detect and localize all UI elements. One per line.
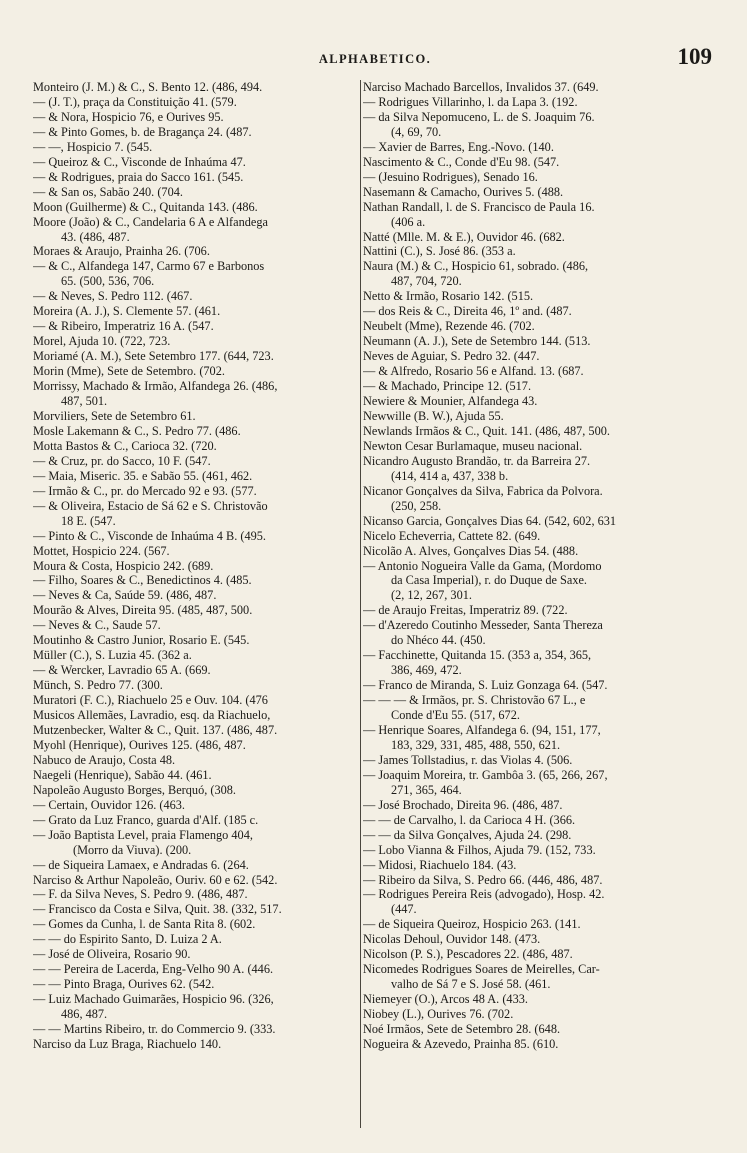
- directory-entry: Noé Irmãos, Sete de Setembro 28. (648.: [363, 1022, 561, 1037]
- directory-entry: Moraes & Araujo, Prainha 26. (706.: [33, 244, 210, 259]
- directory-entry: — Joaquim Moreira, tr. Gambôa 3. (65, 266, 267,: [363, 767, 608, 782]
- directory-entry: Naegeli (Henrique), Sabão 44. (461.: [33, 767, 212, 782]
- directory-entry: (Morro da Viuva). (200.: [73, 842, 192, 857]
- directory-entry: — Neves & Ca, Saúde 59. (486, 487.: [33, 588, 217, 603]
- directory-entry: (406 a.: [391, 214, 426, 229]
- directory-entry: — Henrique Soares, Alfandega 6. (94, 151, 177,: [363, 722, 601, 737]
- directory-entry: Nasemann & Camacho, Ourives 5. (488.: [363, 184, 564, 199]
- directory-entry: — F. da Silva Neves, S. Pedro 9. (486, 487.: [33, 887, 248, 902]
- directory-entry: — — do Espirito Santo, D. Luiza 2 A.: [33, 932, 222, 947]
- directory-entry: Nattini (C.), S. José 86. (353 a.: [363, 244, 516, 259]
- directory-entry: — Filho, Soares & C., Benedictinos 4. (485.: [33, 573, 252, 588]
- directory-entry: — Antonio Nogueira Valle da Gama, (Mordomo: [363, 558, 602, 573]
- directory-entry: 271, 365, 464.: [391, 782, 462, 797]
- column-divider: [360, 80, 361, 1128]
- directory-entry: Netto & Irmão, Rosario 142. (515.: [363, 289, 534, 304]
- directory-entry: Nicelo Echeverria, Cattete 82. (649.: [363, 528, 541, 543]
- directory-entry: — Irmão & C., pr. do Mercado 92 e 93. (577.: [33, 483, 257, 498]
- directory-entry: Münch, S. Pedro 77. (300.: [33, 678, 163, 693]
- directory-entry: Musicos Allemães, Lavradio, esq. da Riachuelo,: [33, 708, 271, 723]
- directory-entry: Nicanor Gonçalves da Silva, Fabrica da Polvora.: [363, 483, 603, 498]
- directory-entry: (2, 12, 267, 301.: [391, 588, 472, 603]
- directory-entry: — Maia, Miseric. 35. e Sabão 55. (461, 462.: [33, 468, 253, 483]
- directory-entry: — & San os, Sabão 240. (704.: [33, 184, 183, 199]
- directory-entry: Natté (Mlle. M. & E.), Ouvidor 46. (682.: [363, 229, 565, 244]
- directory-entry: Muratori (F. C.), Riachuelo 25 e Ouv. 104. (476: [33, 693, 268, 708]
- directory-entry: Moreira (A. J.), S. Clemente 57. (461.: [33, 304, 221, 319]
- directory-entry: — Certain, Ouvidor 126. (463.: [33, 797, 185, 812]
- left-column: [33, 80, 359, 1140]
- directory-entry: Nicolson (P. S.), Pescadores 22. (486, 487.: [363, 947, 573, 962]
- directory-entry: — José Brochado, Direita 96. (486, 487.: [363, 797, 563, 812]
- directory-entry: — Pinto & C., Visconde de Inhaúma 4 B. (495.: [33, 528, 266, 543]
- directory-entry: — & Wercker, Lavradio 65 A. (669.: [33, 663, 211, 678]
- directory-entry: Narciso da Luz Braga, Riachuelo 140.: [33, 1037, 222, 1051]
- directory-entry: da Casa Imperial), r. do Duque de Saxe.: [391, 573, 588, 588]
- directory-entry: — de Araujo Freitas, Imperatriz 89. (722.: [363, 603, 568, 618]
- directory-entry: Conde d'Eu 55. (517, 672.: [391, 708, 520, 723]
- directory-entry: 183, 329, 331, 485, 488, 550, 621.: [391, 737, 561, 752]
- directory-entry: Newwille (B. W.), Ajuda 55.: [363, 408, 504, 423]
- directory-entry: — Queiroz & C., Visconde de Inhaúma 47.: [33, 154, 246, 169]
- directory-entry: Neubelt (Mme), Rezende 46. (702.: [363, 319, 535, 334]
- directory-entry: — & Ribeiro, Imperatriz 16 A. (547.: [33, 319, 214, 334]
- directory-entry: Morrissy, Machado & Irmão, Alfandega 26. (486,: [33, 379, 278, 394]
- directory-entry: — Lobo Vianna & Filhos, Ajuda 79. (152, 733.: [363, 842, 596, 857]
- directory-entry: Moriamé (A. M.), Sete Setembro 177. (644, 723.: [33, 349, 274, 364]
- directory-entry: — Neves & C., Saude 57.: [33, 618, 161, 633]
- directory-entry: 65. (500, 536, 706.: [61, 274, 155, 289]
- directory-entry: Müller (C.), S. Luzia 45. (362 a.: [33, 648, 192, 663]
- directory-entry: — & Nora, Hospicio 76, e Ourives 95.: [33, 109, 224, 124]
- directory-entry: — & Oliveira, Estacio de Sá 62 e S. Christovão: [33, 498, 268, 513]
- directory-entry: — — Pereira de Lacerda, Eng-Velho 90 A. (446.: [33, 962, 274, 977]
- directory-entry: Naura (M.) & C., Hospicio 61, sobrado. (486,: [363, 259, 589, 274]
- directory-entry: — d'Azeredo Coutinho Messeder, Santa Thereza: [363, 618, 603, 633]
- directory-entry: — — da Silva Gonçalves, Ajuda 24. (298.: [363, 827, 572, 842]
- directory-columns: [33, 80, 723, 1140]
- directory-entry: — Luiz Machado Guimarães, Hospicio 96. (326,: [33, 992, 274, 1007]
- directory-entry: Nascimento & C., Conde d'Eu 98. (547.: [363, 154, 560, 169]
- directory-entry: Moon (Guilherme) & C., Quitanda 143. (486.: [33, 199, 258, 214]
- directory-entry: — Rodrigues Villarinho, l. da Lapa 3. (192.: [363, 94, 578, 109]
- directory-entry: Niobey (L.), Ourives 76. (702.: [363, 1007, 514, 1022]
- directory-entry: Monteiro (J. M.) & C., S. Bento 12. (486, 494.: [33, 80, 263, 94]
- directory-entry: Neumann (A. J.), Sete de Setembro 144. (513.: [363, 334, 591, 349]
- directory-entry: valho de Sá 7 e S. José 58. (461.: [391, 977, 551, 992]
- directory-entry: Moura & Costa, Hospicio 242. (689.: [33, 558, 214, 573]
- directory-entry: 487, 501.: [61, 394, 108, 409]
- directory-entry: Nicanso Garcia, Gonçalves Dias 64. (542, 602, 631: [363, 513, 617, 528]
- directory-entry: Niemeyer (O.), Arcos 48 A. (433.: [363, 992, 528, 1007]
- directory-entry: Mosle Lakemann & C., S. Pedro 77. (486.: [33, 423, 241, 438]
- directory-entry: — — Pinto Braga, Ourives 62. (542.: [33, 977, 215, 992]
- directory-entry: — & Machado, Principe 12. (517.: [363, 379, 532, 394]
- directory-entry: Motta Bastos & C., Carioca 32. (720.: [33, 438, 217, 453]
- directory-entry: — Midosi, Riachuelo 184. (43.: [363, 857, 517, 872]
- directory-entry: Moutinho & Castro Junior, Rosario E. (545.: [33, 633, 250, 648]
- directory-entry: — Grato da Luz Franco, guarda d'Alf. (185 c.: [33, 812, 259, 827]
- directory-entry: — & Cruz, pr. do Sacco, 10 F. (547.: [33, 453, 211, 468]
- directory-entry: — & Pinto Gomes, b. de Bragança 24. (487.: [33, 124, 252, 139]
- directory-entry: — João Baptista Level, praia Flamengo 404,: [33, 827, 253, 842]
- directory-entry: Nicolas Dehoul, Ouvidor 148. (473.: [363, 932, 541, 947]
- directory-entry: 487, 704, 720.: [391, 274, 462, 289]
- directory-entry: — — Martins Ribeiro, tr. do Commercio 9. (333.: [33, 1022, 276, 1037]
- directory-entry: Nicandro Augusto Brandão, tr. da Barreira 27.: [363, 453, 591, 468]
- directory-entry: — Facchinette, Quitanda 15. (353 a, 354, 365,: [363, 648, 592, 663]
- directory-entry: — — de Carvalho, l. da Carioca 4 H. (366.: [363, 812, 576, 827]
- directory-entry: — & C., Alfandega 147, Carmo 67 e Barbonos: [33, 259, 265, 274]
- directory-entry: Nathan Randall, l. de S. Francisco de Paula 16.: [363, 199, 595, 214]
- page-number: 109: [677, 44, 712, 69]
- directory-entry: Morin (Mme), Sete de Setembro. (702.: [33, 364, 225, 379]
- directory-entry: Neves de Aguiar, S. Pedro 32. (447.: [363, 349, 540, 364]
- directory-entry: — (Jesuino Rodrigues), Senado 16.: [363, 169, 538, 184]
- directory-entry: Morel, Ajuda 10. (722, 723.: [33, 334, 171, 349]
- directory-entry: Mourão & Alves, Direita 95. (485, 487, 500.: [33, 603, 253, 618]
- directory-entry: (447.: [391, 902, 417, 917]
- directory-entry: — Xavier de Barres, Eng.-Novo. (140.: [363, 139, 554, 154]
- directory-entry: Morviliers, Sete de Setembro 61.: [33, 408, 196, 423]
- directory-entry: 43. (486, 487.: [61, 229, 130, 244]
- running-title: ALPHABETICO.: [318, 52, 432, 66]
- directory-entry: — Rodrigues Pereira Reis (advogado), Hosp. 42.: [363, 887, 605, 902]
- directory-entry: Newton Cesar Burlamaque, museu nacional.: [363, 438, 583, 453]
- directory-entry: — —, Hospicio 7. (545.: [33, 139, 153, 154]
- directory-entry: Napoleão Augusto Borges, Berquó, (308.: [33, 782, 236, 797]
- directory-entry: (250, 258.: [391, 498, 442, 513]
- directory-entry: — Ribeiro da Silva, S. Pedro 66. (446, 486, 487.: [363, 872, 603, 887]
- directory-entry: — & Alfredo, Rosario 56 e Alfand. 13. (687.: [363, 364, 584, 379]
- directory-entry: (4, 69, 70.: [391, 124, 442, 139]
- directory-entry: — Gomes da Cunha, l. de Santa Rita 8. (602.: [33, 917, 256, 932]
- directory-entry: — de Siqueira Lamaex, e Andradas 6. (264.: [33, 857, 249, 872]
- directory-entry: Mutzenbecker, Walter & C., Quit. 137. (486, 487.: [33, 722, 278, 737]
- directory-entry: Nabuco de Araujo, Costa 48.: [33, 752, 176, 767]
- directory-entry: — José de Oliveira, Rosario 90.: [33, 947, 191, 962]
- directory-entry: Nicolão A. Alves, Gonçalves Dias 54. (488.: [363, 543, 579, 558]
- directory-entry: do Nhéco 44. (450.: [391, 633, 486, 648]
- directory-entry: 18 E. (547.: [61, 513, 116, 528]
- directory-entry: 486, 487.: [61, 1007, 108, 1022]
- directory-entry: — de Siqueira Queiroz, Hospicio 263. (141.: [363, 917, 581, 932]
- directory-entry: — Franco de Miranda, S. Luiz Gonzaga 64. (547.: [363, 678, 608, 693]
- directory-entry: — dos Reis & C., Direita 46, 1º and. (487.: [363, 304, 572, 319]
- directory-entry: Moore (João) & C., Candelaria 6 A e Alfandega: [33, 214, 268, 229]
- directory-entry: Nicomedes Rodrigues Soares de Meirelles, Car-: [363, 962, 600, 977]
- directory-entry: Newlands Irmãos & C., Quit. 141. (486, 487, 500.: [363, 423, 610, 438]
- directory-entry: Newiere & Mounier, Alfandega 43.: [363, 394, 538, 409]
- page-header: [30, 44, 720, 84]
- directory-entry: 386, 469, 472.: [391, 663, 462, 678]
- directory-entry: (414, 414 a, 437, 338 b.: [391, 468, 509, 483]
- directory-entry: Mottet, Hospicio 224. (567.: [33, 543, 170, 558]
- directory-entry: — da Silva Nepomuceno, L. de S. Joaquim 76.: [363, 109, 595, 124]
- directory-entry: Nogueira & Azevedo, Prainha 85. (610.: [363, 1037, 559, 1051]
- directory-entry: Myohl (Henrique), Ourives 125. (486, 487.: [33, 737, 246, 752]
- directory-entry: — & Rodrigues, praia do Sacco 161. (545.: [33, 169, 244, 184]
- directory-entry: — Francisco da Costa e Silva, Quit. 38. (332, 517.: [33, 902, 282, 917]
- directory-entry: Narciso & Arthur Napoleão, Ouriv. 60 e 62. (542.: [33, 872, 278, 887]
- directory-entry: — (J. T.), praça da Constituição 41. (579.: [33, 94, 237, 109]
- right-column: [363, 80, 711, 1140]
- directory-entry: Narciso Machado Barcellos, Invalidos 37. (649.: [363, 80, 599, 94]
- directory-entry: — James Tollstadius, r. das Violas 4. (506.: [363, 752, 573, 767]
- directory-entry: — — — & Irmãos, pr. S. Christovão 67 L., e: [363, 693, 586, 708]
- directory-entry: — & Neves, S. Pedro 112. (467.: [33, 289, 193, 304]
